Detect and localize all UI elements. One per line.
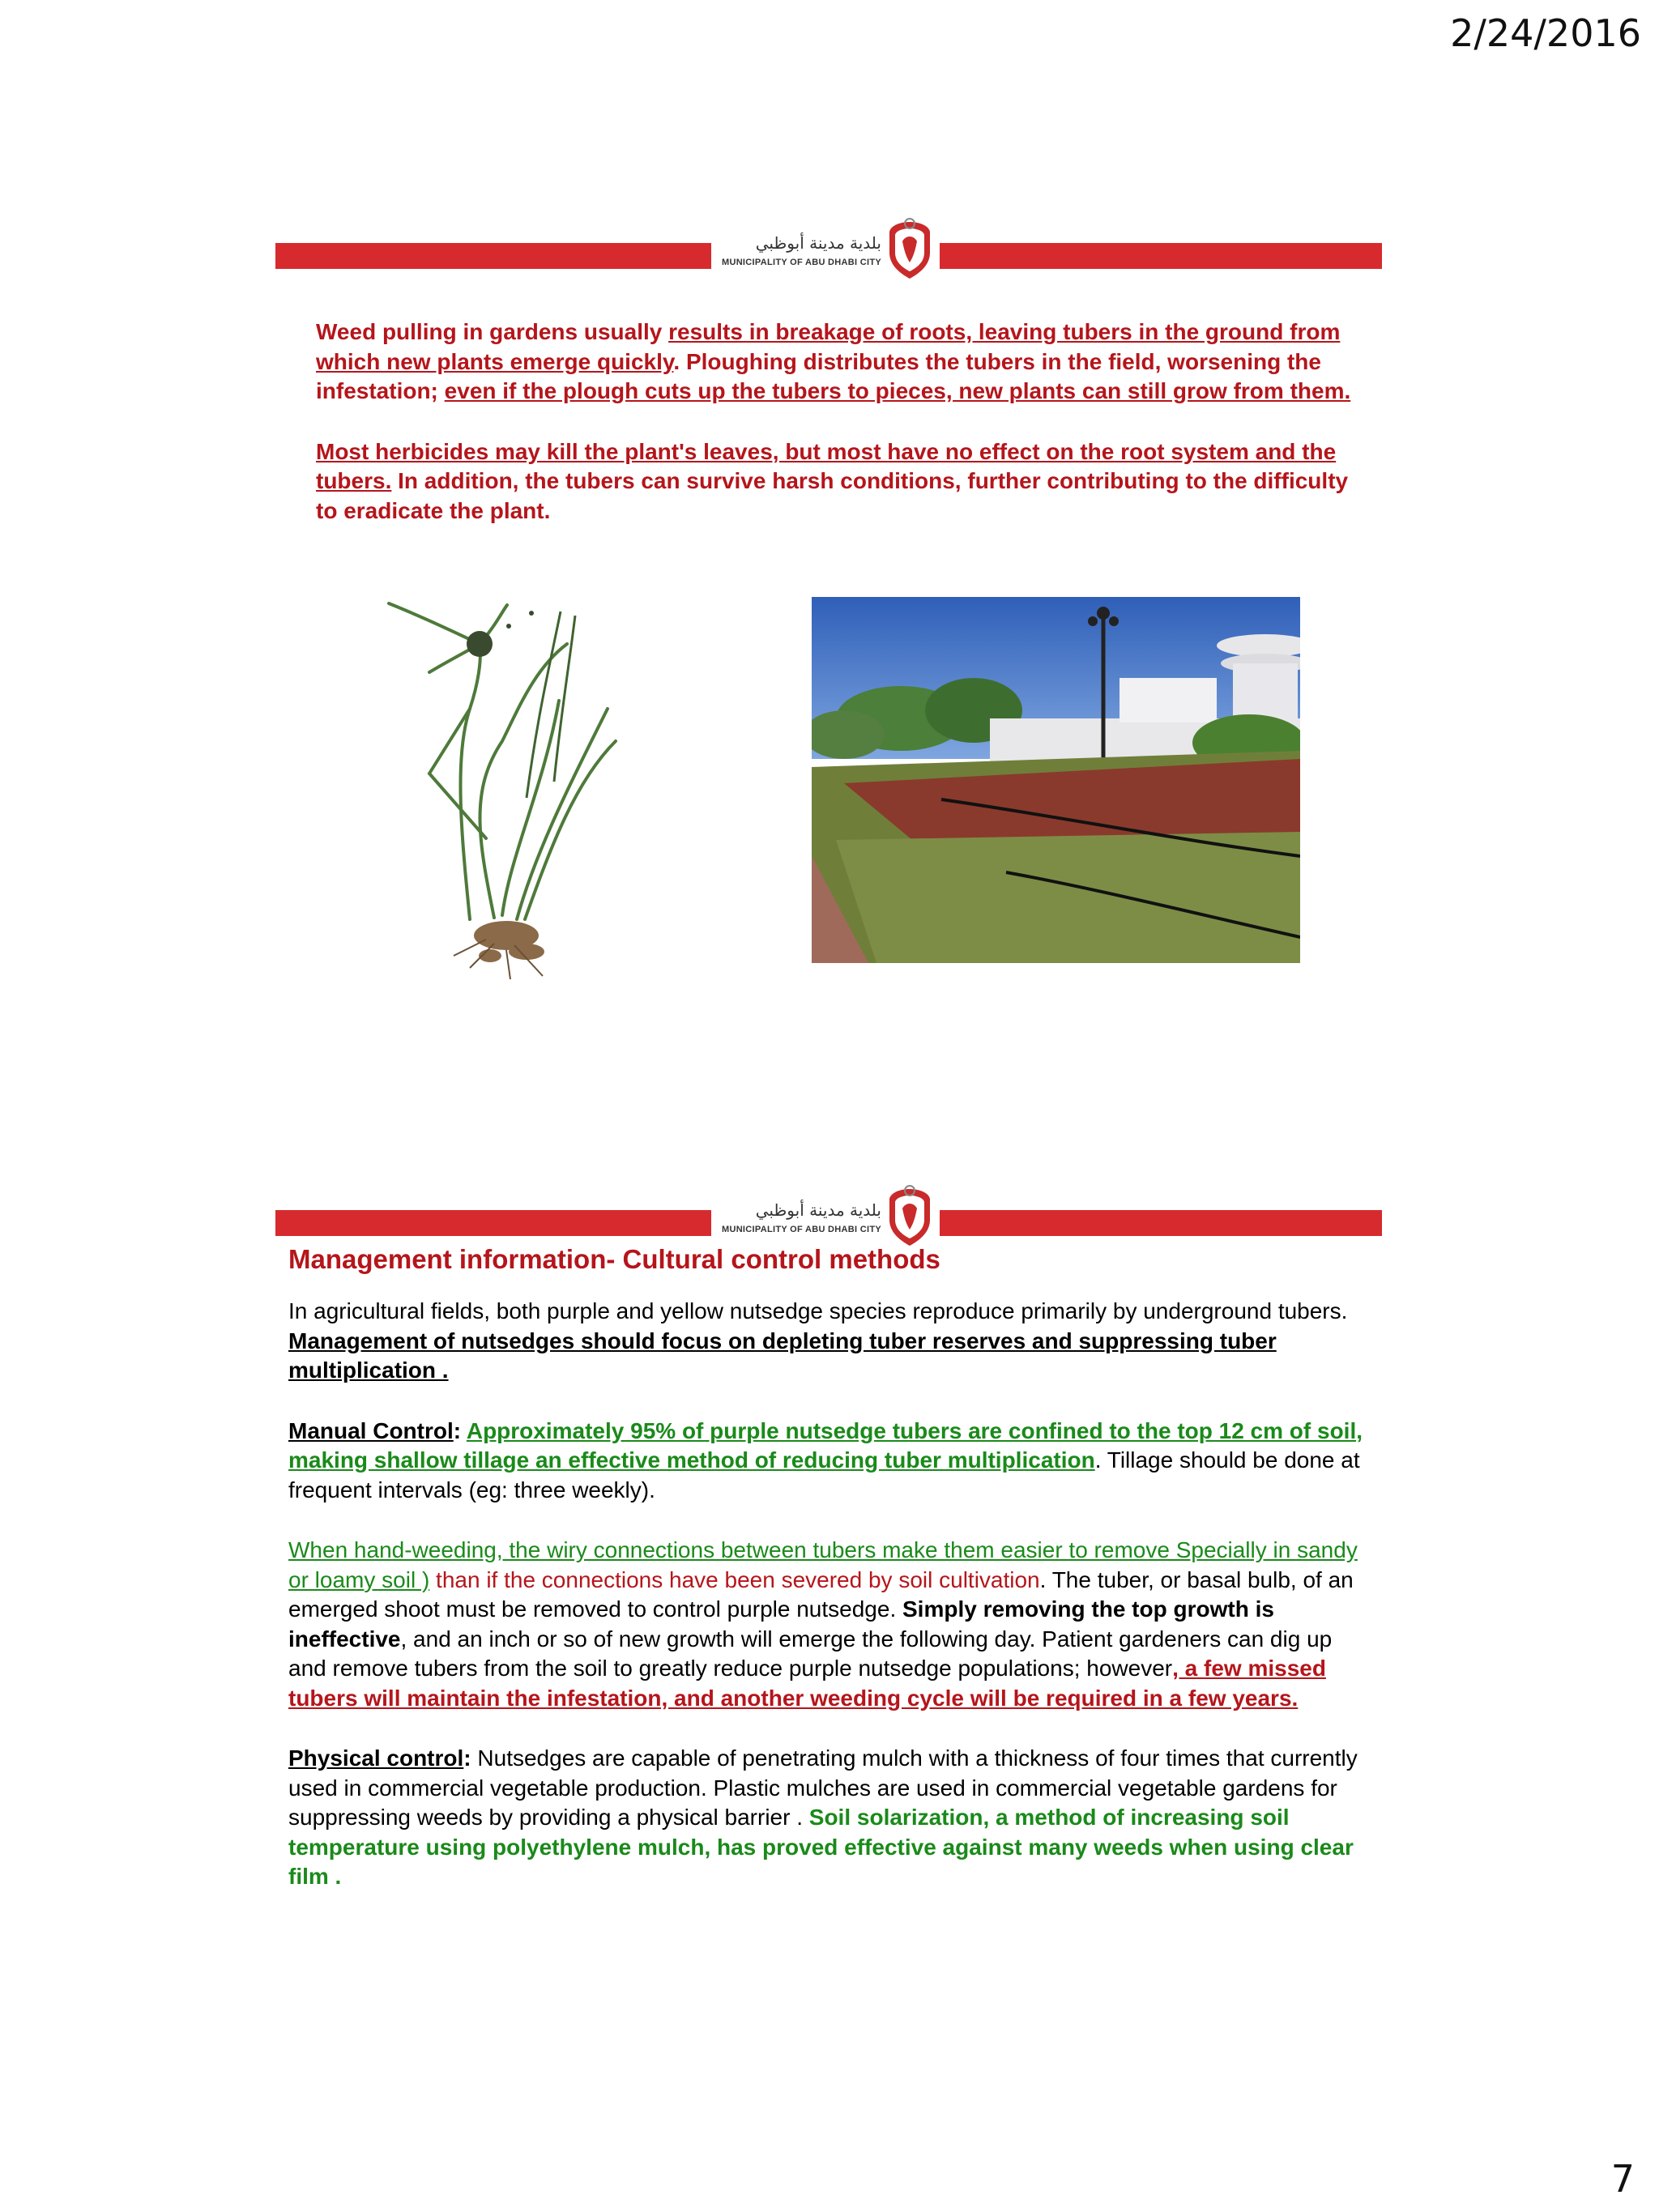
text-run-green: When hand-weeding, the wiry connections between tubers make them easier to remove Specially in sandy or loamy soil ) (288, 1537, 1358, 1592)
text-run-bold: Simply removing the top growth is ineffective (288, 1596, 1274, 1652)
banner-bar-right (940, 243, 1382, 269)
text-run: Nutsedges are capable of penetrating mulch with a thickness of four times that currently used in commercial vegetable production. Plastic mulches are used in commercial vegetable gardens for suppressing weeds by providing a physical barrier . (288, 1745, 1358, 1830)
text-run-underlined: results in breakage of roots, leaving tubers in the ground from which new plants emerge quickly (316, 319, 1341, 374)
slide2-title: Management information- Cultural control methods (288, 1244, 940, 1274)
abu-dhabi-crest-icon (886, 217, 933, 280)
slide1-paragraph-1 (316, 318, 1353, 407)
text-run-underlined: Most herbicides may kill the plant's leaves, but most have no effect on the root system and the tubers. (316, 438, 1337, 493)
text-run: Weed pulling in gardens usually (316, 319, 669, 344)
text-run-underlined: even if the plough cuts up the tubers to pieces, new plants can still grow from them. (444, 378, 1351, 403)
banner-bar-left (275, 1210, 711, 1236)
abu-dhabi-crest-icon (886, 1184, 933, 1247)
banner-bar-left (275, 243, 711, 269)
slide-banner-1 (275, 217, 1382, 290)
text-run-red-bold: , a few missed tubers will maintain the infestation, and another weeding cycle will be required in a few years. (288, 1656, 1326, 1711)
banner-bar-right (940, 1210, 1382, 1236)
text-run: . Ploughing distributes the tubers in the field, worsening the infestation; (316, 348, 1321, 403)
print-date: 2/24/2016 (1450, 11, 1641, 55)
nutsedge-plant-image (373, 595, 697, 980)
text-run: . The tuber, or basal bulb, of an emerged shoot must be removed to control purple nutsedge. (288, 1566, 1354, 1622)
municipality-logo (713, 217, 940, 290)
page-number: 7 (1610, 2157, 1635, 2201)
text-run: , and an inch or so of new growth will emerge the following day. Patient gardeners can dig up and remove tubers from the soil to greatly reduce purple nutsedge populations; however (288, 1626, 1333, 1681)
slide2-text (288, 1243, 1366, 1923)
text-run: In agricultural fields, both purple and yellow nutsedge species reproduce primarily by underground tubers. (288, 1298, 1348, 1323)
logo-arabic: بلدية مدينة أبوظبي (755, 233, 881, 253)
slide2-hand-weeding (288, 1536, 1366, 1713)
manual-control-label: Manual Control (288, 1417, 454, 1443)
text-run: In addition, the tubers can survive harsh conditions, further contributing to the difficulty to eradicate the plant. (316, 468, 1349, 523)
text-run: . Tillage should be done at frequent intervals (eg: three weekly). (288, 1447, 1360, 1502)
slide2-physical-control (288, 1744, 1366, 1892)
text-run: : (453, 1417, 467, 1443)
logo-english: MUNICIPALITY OF ABU DHABI CITY (721, 258, 881, 267)
slide2-manual-control (288, 1417, 1366, 1506)
text-run-bold-underlined: Management of nutsedges should focus on depleting tuber reserves and suppressing tuber multiplication . (288, 1328, 1277, 1383)
slide2-intro (288, 1297, 1366, 1386)
text-run-red: than if the connections have been severed by soil cultivation (429, 1566, 1040, 1592)
garden-photo (812, 597, 1300, 963)
text-run-green: Approximately 95% of purple nutsedge tubers are confined to the top 12 cm of soil, making shallow tillage an effective method of reducing tuber multiplication (288, 1417, 1363, 1473)
slide1-text (316, 318, 1353, 556)
text-run: : (463, 1745, 478, 1771)
logo-english: MUNICIPALITY OF ABU DHABI CITY (721, 1225, 881, 1234)
physical-control-label: Physical control (288, 1745, 464, 1771)
logo-arabic: بلدية مدينة أبوظبي (755, 1200, 881, 1220)
slide1-paragraph-2 (316, 437, 1353, 526)
text-run-green-bold: Soil solarization, a method of increasing soil temperature using polyethylene mulch, has proved effective against many weeds when using clear film . (288, 1805, 1354, 1889)
